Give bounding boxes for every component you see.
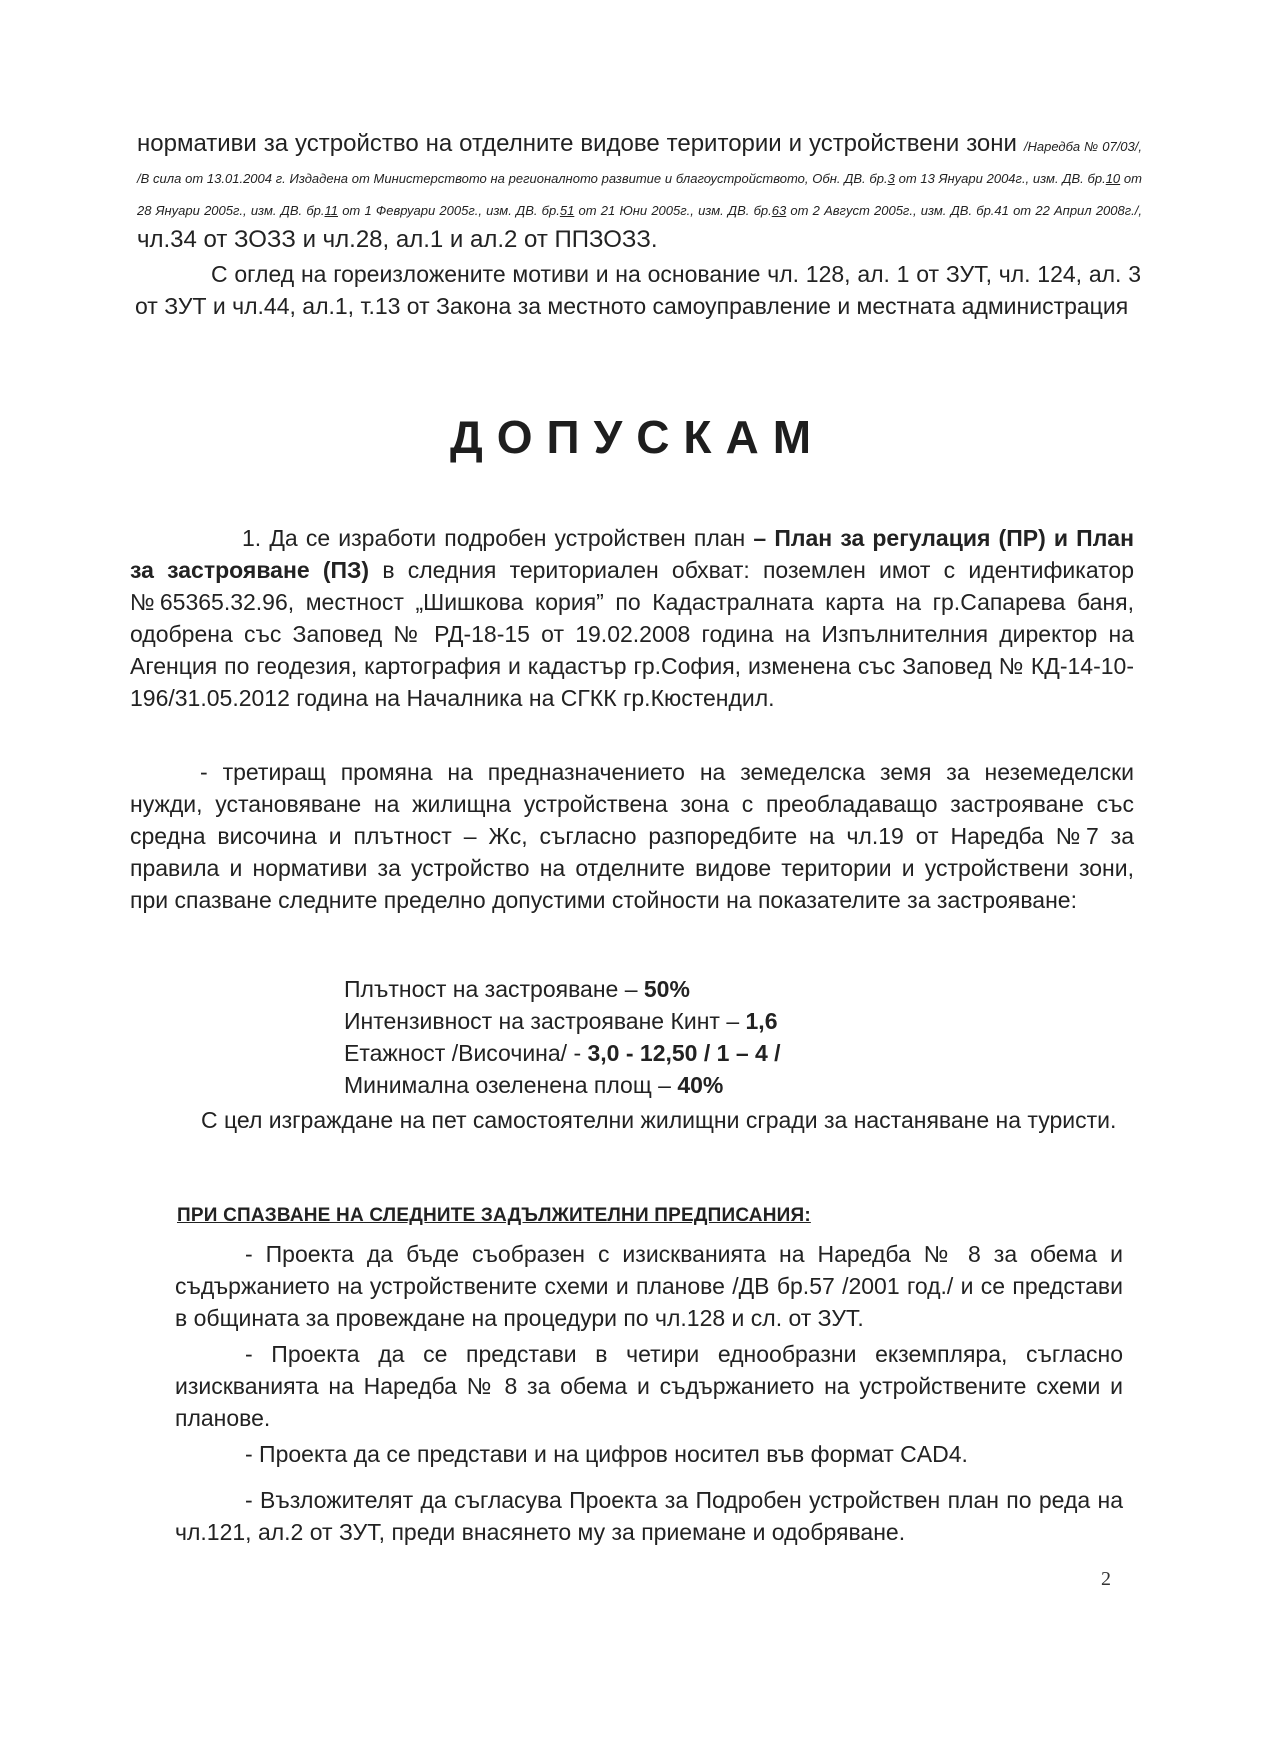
purpose-text: С цел изграждане на пет самостоятелни жилищни сгради за настаняване на туристи. <box>201 1107 1117 1133</box>
parameter-green-area <box>344 1069 781 1101</box>
decision-heading: ДОПУСКАМ <box>449 411 826 463</box>
treating-paragraph <box>130 756 1134 916</box>
note-issue-number: 11 <box>324 203 338 218</box>
parameter-value: 40% <box>677 1072 724 1098</box>
note-part: от 13 Януари 2004г., изм. ДВ. бр. <box>894 171 1106 186</box>
item-1-plan-type: – План за регулация (ПР) и План за застрояване (ПЗ) <box>130 525 1134 583</box>
note-issue-number: 63 <box>771 203 787 218</box>
parameter-label: Минимална озеленена площ – <box>344 1072 678 1098</box>
parameter-value: 3,0 - 12,50 / 1 – 4 / <box>587 1040 781 1066</box>
parameter-value: 50% <box>643 976 690 1002</box>
parameter-label: Плътност на застрояване – <box>344 976 644 1002</box>
building-parameters <box>344 973 781 1101</box>
motive-paragraph <box>135 258 1141 322</box>
note-part: от 21 Юни 2005г., изм. ДВ. бр. <box>574 203 772 218</box>
requirement-text: - Проекта да бъде съобразен с изискванията на Наредба № 8 за обема и съдържанието на устройствените схеми и планове /ДВ бр.57 /2001 год./ и се представи в общината за провеждане на процедури по чл.128 и сл. от ЗУТ. <box>175 1241 1123 1331</box>
note-part: от 2 Август 2005г., изм. ДВ. бр.41 от 22 Април 2008г./, <box>786 203 1142 218</box>
note-issue-number: 10 <box>1105 171 1121 186</box>
requirement-item <box>175 1438 1123 1470</box>
intro-paragraph <box>137 128 1142 256</box>
parameter-label: Етажност /Височина/ - <box>344 1040 588 1066</box>
intro-suffix: чл.34 от ЗОЗЗ и чл.28, ал.1 и ал.2 от ППЗОЗЗ. <box>137 226 658 253</box>
requirements-list <box>175 1238 1123 1552</box>
note-part: от 1 Февруари 2005г., изм. ДВ. бр. <box>337 203 560 218</box>
page-number: 2 <box>1101 1568 1111 1590</box>
parameter-intensity <box>344 1005 781 1037</box>
requirement-item <box>175 1484 1123 1548</box>
item-1-paragraph <box>130 522 1134 714</box>
parameter-density <box>344 973 781 1005</box>
requirements-title: ПРИ СПАЗВАНЕ НА СЛЕДНИТЕ ЗАДЪЛЖИТЕЛНИ ПРЕДПИСАНИЯ: <box>177 1205 811 1226</box>
note-part: /Наредба № 07/03/, /В сила от 13.01.2004 г. Издадена от Министерството на регионалното развитие и благоустройството, Обн. ДВ. бр. <box>137 139 1142 186</box>
requirement-text: - Проекта да се представи и на цифров носител във формат CAD4. <box>245 1441 968 1467</box>
requirement-text: - Проекта да се представи в четири еднообразни екземпляра, съгласно изискванията на Наредба № 8 за обема и съдържанието на устройствените схеми и планове. <box>175 1341 1123 1431</box>
requirement-text: - Възложителят да съгласува Проекта за Подробен устройствен план по реда на чл.121, ал.2 от ЗУТ, преди внасянето му за приемане и одобряване. <box>175 1487 1123 1545</box>
note-issue-number: 51 <box>559 203 575 218</box>
parameter-label: Интензивност на застрояване Кинт – <box>344 1008 746 1034</box>
parameter-value: 1,6 <box>745 1008 778 1034</box>
treating-text: - третиращ промяна на предназначението на земеделска земя за неземеделски нужди, установяване на жилищна устройствена зона с преобладаващо застрояване със средна височина и плътност – Жс, съгласно разпоредбите на чл.19 от Наредба №7 за правила и нормативи за устройство на отделните видове територии и устройствени зони, при спазване следните пределно допустими стойности на показателите за застрояване: <box>130 759 1134 913</box>
parameter-height <box>344 1037 781 1069</box>
note-part: от 28 Януари 2005г., изм. ДВ. бр. <box>137 171 1142 218</box>
item-1-lead: 1. Да се изработи подробен устройствен план <box>242 525 754 551</box>
note-issue-number: 3 <box>887 171 895 186</box>
requirement-item <box>175 1238 1123 1334</box>
purpose-paragraph <box>125 1104 1129 1136</box>
motive-text: С оглед на гореизложените мотиви и на основание чл. 128, ал. 1 от ЗУТ, чл. 124, ал. 3 от ЗУТ и чл.44, ал.1, т.13 от Закона за местното самоуправление и местната администрация <box>135 261 1141 319</box>
requirement-item <box>175 1338 1123 1434</box>
intro-prefix: нормативи за устройство на отделните видове територии и устройствени зони <box>137 130 1024 157</box>
item-1-scope: в следния териториален обхват: поземлен имот с идентификатор №65365.32.96, местност „Шишкова кория” по Кадастралната карта на гр.Сапарева баня, одобрена със Заповед № РД-18-15 от 19.02.2008 година на Изпълнителния директор на Агенция по геодезия, картография и кадастър гр.София, изменена със Заповед № КД-14-10-196/31.05.2012 година на Началника на СГКК гр.Кюстендил. <box>130 557 1134 711</box>
